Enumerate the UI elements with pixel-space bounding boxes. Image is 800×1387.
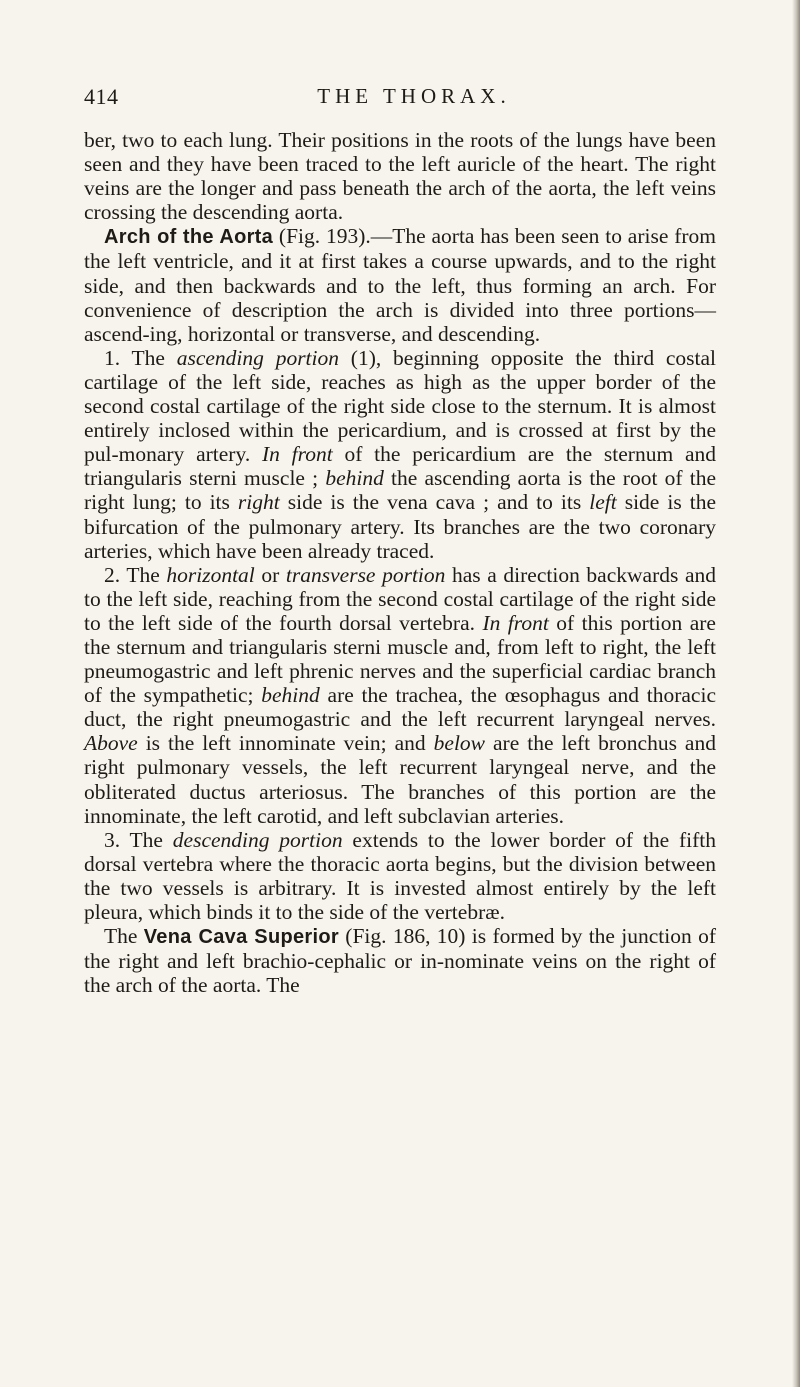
section-heading-vena-cava-superior: Vena Cava Superior — [143, 926, 339, 949]
paragraph-arch-of-aorta: Arch of the Aorta (Fig. 193).—The aorta has been seen to arise from the left ventricle, and it at first takes a course upwards, and to the right side, and then backwards and to the left, thus forming an arch. For convenience of description the arch is divided into three portions—ascend-ing, horizontal or transverse, and descending. — [84, 224, 717, 346]
page-edge-shadow — [792, 0, 800, 1387]
running-title: THE THORAX. — [317, 84, 511, 108]
body-text — [84, 128, 716, 997]
paragraph-horizontal-portion: 2. The horizontal or transverse portion has a direction backwards and to the left side, reaching from the second costal cartilage of the right side to the left side of the fourth dorsal vertebra. In front of this portion are the sternum and triangularis sterni muscle and, from left to right, the left pneumogastric and left phrenic nerves and the superficial cardiac branch of the sympathetic; behind are the trachea, the œsophagus and thoracic duct, the right pneumogastric and the left recurrent laryngeal nerves. Above is the left innominate vein; and below are the left bronchus and right pulmonary vessels, the left recurrent laryngeal nerve, and the obliterated ductus arteriosus. The branches of this portion are the innominate, the left carotid, and left subclavian arteries. — [84, 562, 717, 828]
paragraph-vena-cava-superior: The Vena Cava Superior (Fig. 186, 10) is formed by the junction of the right and left brachio-cephalic or in-nominate veins on the right of the arch of the aorta. The — [84, 924, 716, 998]
page-number: 414 — [84, 84, 119, 109]
figure-reference: (Fig. 193). — [273, 224, 371, 249]
paragraph-ascending-portion: 1. The ascending portion (1), beginning opposite the third costal cartilage of the left side, reaches as high as the upper border of the second costal cartilage of the right side close to the sternum. It is almost entirely inclosed within the pericardium, and is crossed at first by the pul-monary artery. In front of the pericardium are the sternum and triangularis sterni muscle ; behind the ascending aorta is the root of the right lung; to its right side is the vena cava ; and to its left side is the bifurcation of the pulmonary artery. Its branches are the two coronary arteries, which have been already traced. — [84, 345, 717, 563]
section-heading-arch-of-aorta: Arch of the Aorta — [104, 226, 274, 249]
paragraph-descending-portion: 3. The descending portion extends to the lower border of the fifth dorsal vertebra where the thoracic aorta begins, but the division between the two vessels is arbitrary. It is invested almost entirely by the left pleura, which binds it to the side of the vertebræ. — [84, 827, 716, 924]
page-header — [84, 84, 704, 124]
paragraph-continuation: ber, two to each lung. Their positions in the roots of the lungs have been seen and they have been traced to the left auricle of the heart. The right veins are the longer and pass beneath the arch of the aorta, the left veins crossing the descending aorta. — [84, 128, 716, 225]
